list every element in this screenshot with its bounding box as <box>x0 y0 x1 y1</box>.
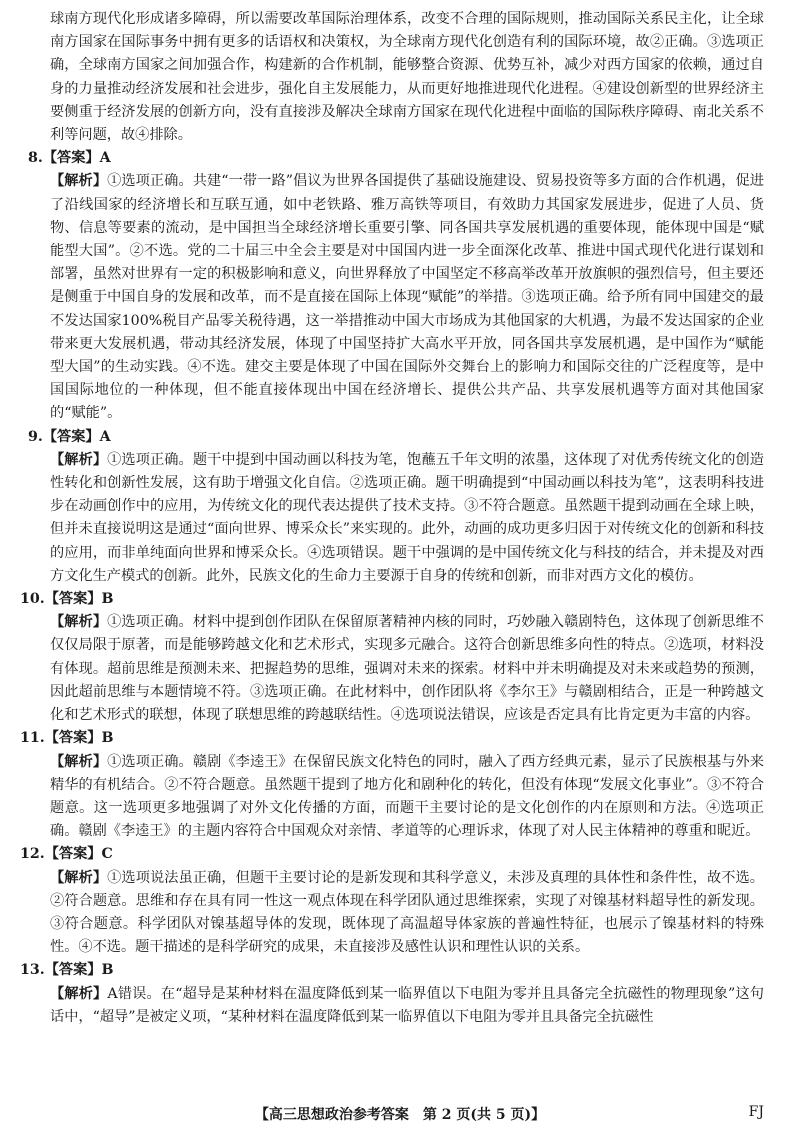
answer-line <box>20 727 764 750</box>
analysis-tag: 【解析】 <box>50 753 108 770</box>
question-11 <box>20 727 764 843</box>
answer-label: 【答案】C <box>44 846 113 863</box>
answer-label: 【答案】A <box>42 150 111 167</box>
footer-title: 【高三思想政治参考答案 第 2 页(共 5 页)】 <box>254 1107 546 1123</box>
question-number: 13. <box>20 962 45 979</box>
intro-paragraph: 球南方现代化形成诸多障碍，所以需要改革国际治理体系，改变不合理的国际规则，推动国际关系民主化，让全球南方国家在国际事务中拥有更多的话语权和决策权，为全球南方现代化创造有利的国际环境，故②正确。③选项正确，全球南方国家之间加强合作，构建新的合作机制，能够整合资源、优势互补，减少对西方国家的依赖，通过自身的力量推动经济发展和社会进步，强化自主发展能力，从而更好地推进现代化进程。④建设创新型的世界经济主要侧重于经济发展的创新方向，没有直接涉及解决全球南方国家在现代化进程中面临的国际秩序障碍、南北关系不利等问题，故④排除。 <box>50 11 764 144</box>
question-number: 12. <box>20 846 45 863</box>
question-number: 10. <box>20 591 45 608</box>
analysis-paragraph <box>50 867 764 960</box>
analysis-text: A错误。在“超导是某种材料在温度降低到某一临界值以下电阻为零并且具备完全抗磁性的物理现象”这句话中，“超导”是被定义项，“某种材料在温度降低到某一临界值以下电阻为零并且具备完全抗磁性 <box>50 985 764 1025</box>
answer-line <box>28 147 764 170</box>
answer-content <box>20 8 764 1029</box>
answer-label: 【答案】B <box>44 962 114 979</box>
question-9 <box>28 426 764 588</box>
answer-line <box>20 959 764 982</box>
question-number: 11. <box>20 730 45 747</box>
answer-label: 【答案】A <box>42 428 111 445</box>
question-8 <box>28 147 764 425</box>
question-10 <box>20 588 764 727</box>
answer-line <box>20 588 764 611</box>
question-13 <box>20 959 764 1029</box>
answer-line <box>20 843 764 866</box>
analysis-text: ①选项正确。共建“一带一路”倡议为世界各国提供了基础设施建设、贸易投资等多方面的合作机遇，促进了沿线国家的经济增长和互联互通，如中老铁路、雅万高铁等项目，有效助力其国家发展进步，促进了人员、货物、信息等要素的流动，是中国担当全球经济增长重要引擎、同各国共享发展机遇的重要体现，能体现中国是“赋能型大国”。②不选。党的二十届三中全会主要是对中国国内进一步全面深化改革、推进中国式现代化进行谋划和部署，虽然对世界有一定的积极影响和意义，向世界释放了中国坚定不移高举改革开放旗帜的强烈信号，但主要还是侧重于中国自身的发展和改革，而不是直接在国际上体现“赋能”的举措。③选项正确。给予所有同中国建交的最不发达国家100%税目产品零关税待遇，这一举措推动中国大市场成为其他国家的大机遇，为最不发达国家的企业带来更大发展机遇，带动其经济发展，体现了中国坚持扩大高水平开放，同各国共享发展机遇，是中国作为“赋能型大国”的生动实践。④不选。建交主要是体现了中国在国际外交舞台上的影响力和国际交往的广泛程度等，是中国国际地位的一种体现，但不能直接体现出中国在经济增长、提供公共产品、共享发展机遇等方面对其他国家的“赋能”。 <box>50 173 764 422</box>
answer-label: 【答案】B <box>44 591 114 608</box>
analysis-paragraph <box>50 449 764 588</box>
question-number: 9. <box>28 428 43 445</box>
answer-label: 【答案】B <box>44 730 114 747</box>
answer-line <box>28 426 764 449</box>
question-12 <box>20 843 764 959</box>
analysis-tag: 【解析】 <box>50 451 108 468</box>
analysis-paragraph <box>50 751 764 844</box>
analysis-tag: 【解析】 <box>50 985 108 1002</box>
analysis-tag: 【解析】 <box>50 614 108 631</box>
analysis-text: ①选项正确。材料中提到创作团队在保留原著精神内核的同时，巧妙融入赣剧特色，这体现了创新思维不仅仅局限于原著，而是能够跨越文化和艺术形式，实现多元融合。这符合创新思维多向性的特点。②选项，材料没有体现。超前思维是预测未来、把握趋势的思维，强调对未来的探索。材料中并未明确提及对未来或趋势的预测，因此超前思维与本题情境不符。③选项正确。在此材料中，创作团队将《李尔王》与赣剧相结合，正是一种跨越文化和艺术形式的联想，体现了联想思维的跨越联结性。④选项说法错误，应该是否定具有比肯定更为丰富的内容。 <box>50 614 764 724</box>
question-number: 8. <box>28 150 43 167</box>
analysis-paragraph <box>50 170 764 425</box>
analysis-text: ①选项正确。赣剧《李逵王》在保留民族文化特色的同时，融入了西方经典元素，显示了民族根基与外来精华的有机结合。②不符合题意。虽然题干提到了地方化和剧种化的转化，但没有体现“发展文化事业”。③不符合题意。这一选项更多地强调了对外文化传播的方面，而题干主要讨论的是文化创作的内在原则和方法。④选项正确。赣剧《李逵王》的主题内容符合中国观众对亲情、孝道等的心理诉求，体现了对人民主体精神的尊重和昵近。 <box>50 753 764 840</box>
analysis-text: ①选项正确。题干中提到中国动画以科技为笔，饱蘸五千年文明的浓墨，这体现了对优秀传统文化的创造性转化和创新性发展，这有助于增强文化自信。②选项正确。题干明确提到“中国动画以科技为笔”，这表明科技进步在动画创作中的应用，为传统文化的现代表达提供了技术支持。③不符合题意。虽然题干提到动画在全球上映，但并未直接说明这是通过“面向世界、博采众长”来实现的。此外，动画的成功更多归因于对传统文化的创新和科技的应用，而非单纯面向世界和博采众长。④选项错误。题干中强调的是中国传统文化与科技的结合，并未提及对西方文化生产模式的创新。此外，民族文化的生命力主要源于自身的传统和创新，而非对西方文化的模仿。 <box>50 451 764 584</box>
footer-code: FJ <box>748 1104 764 1120</box>
analysis-tag: 【解析】 <box>50 869 108 886</box>
analysis-tag: 【解析】 <box>50 173 108 190</box>
page-footer <box>0 1104 800 1128</box>
analysis-paragraph <box>50 983 764 1029</box>
analysis-text: ①选项说法虽正确，但题干主要讨论的是新发现和其科学意义，未涉及真理的具体性和条件性，故不选。②符合题意。思维和存在具有同一性这一观点体现在科学团队通过思维探索，实现了对镍基材料超导性的新发现。③符合题意。科学团队对镍基超导体的发现，既体现了高温超导体家族的普遍性特征，也展示了镍基材料的特殊性。④不选。题干描述的是科学研究的成果，未直接涉及感性认识和理性认识的关系。 <box>50 869 764 956</box>
analysis-paragraph <box>50 611 764 727</box>
